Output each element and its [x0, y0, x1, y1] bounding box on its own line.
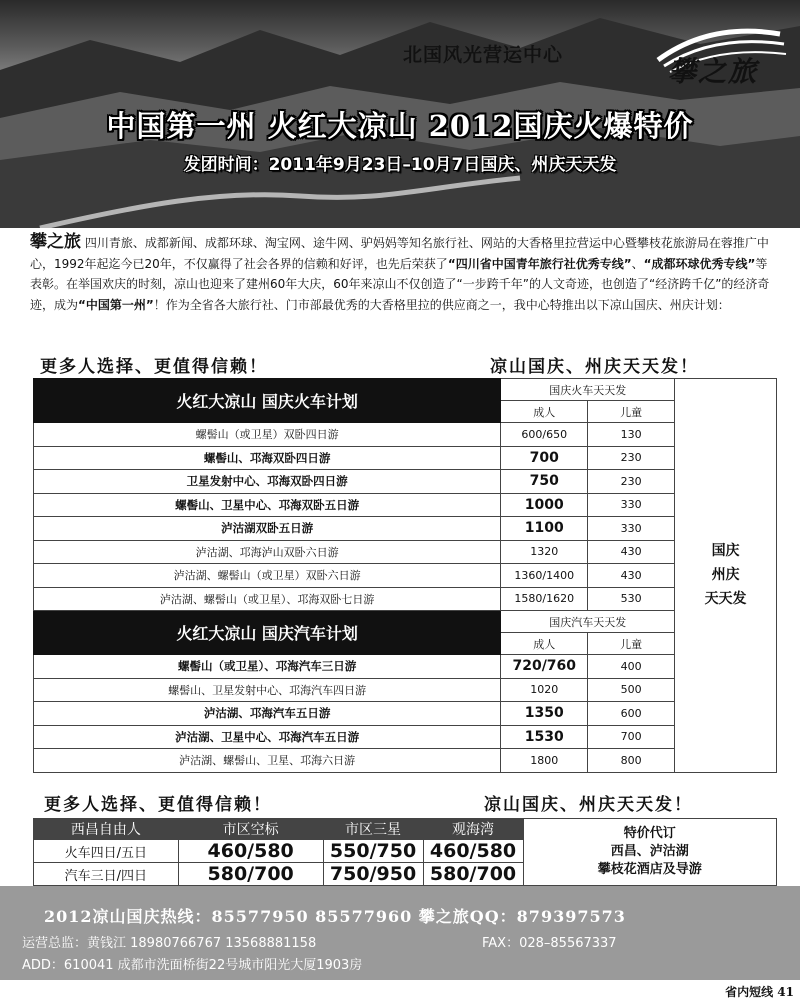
- adult-price: 1360/1400: [501, 564, 588, 588]
- adult-price: 1580/1620: [501, 587, 588, 611]
- slogan-right: 凉山国庆、州庆天天发！: [490, 357, 699, 377]
- adult-price: 1800: [501, 749, 588, 773]
- side-note-line: 国庆: [711, 543, 740, 560]
- booking-note-line: 特价代订: [623, 826, 676, 841]
- intro-highlight: “中国第一州”: [78, 297, 154, 312]
- price-value: 580/700: [178, 863, 323, 886]
- price-header: 观海湾: [423, 819, 523, 840]
- banner: [0, 0, 800, 228]
- departure-dates: 发团时间：2011年9月23日–10月7日国庆、州庆天天发: [183, 155, 617, 175]
- adult-price: 720/760: [501, 655, 588, 679]
- table-row: [34, 725, 777, 749]
- intro-text: 、: [631, 256, 644, 271]
- tour-name: 泸沽湖、卫星中心、邛海汽车五日游: [34, 725, 501, 749]
- train-plan-title-text: 火红大凉山 国庆火车计划: [176, 392, 358, 411]
- headline: 中国第一州 火红大凉山 2012国庆火爆特价: [106, 109, 694, 143]
- price-header: 西昌自由人: [34, 819, 179, 840]
- train-plan-title: [34, 379, 501, 423]
- tour-name: 泸沽湖、邛海汽车五日游: [34, 702, 501, 726]
- hotel-price-table: [33, 818, 777, 886]
- col-child: 儿童: [588, 401, 675, 423]
- table-row: [34, 517, 777, 541]
- table-row: [34, 587, 777, 611]
- table-row: [34, 540, 777, 564]
- table-row: [34, 655, 777, 679]
- child-price: 430: [588, 564, 675, 588]
- bus-plan-title-text: 火红大凉山 国庆汽车计划: [176, 624, 358, 643]
- tour-name: 泸沽湖双卧五日游: [34, 517, 501, 541]
- child-price: 230: [588, 446, 675, 470]
- brand-logo: [640, 20, 790, 90]
- child-price: 330: [588, 493, 675, 517]
- slogan-right-2: 凉山国庆、州庆天天发！: [484, 795, 693, 815]
- child-price: 700: [588, 725, 675, 749]
- tour-name: 泸沽湖、螺髻山、卫星、邛海六日游: [34, 749, 501, 773]
- row-label: 火车四日/五日: [34, 840, 179, 863]
- intro-award-1: “四川省中国青年旅行社优秀专线”: [447, 256, 632, 271]
- side-note-line: 州庆: [711, 567, 740, 584]
- bus-group-header: 国庆汽车天天发: [501, 611, 675, 633]
- price-value: 580/700: [423, 863, 523, 886]
- col-adult: 成人: [501, 633, 588, 655]
- adult-price: 1020: [501, 678, 588, 702]
- intro-text: ！作为全省各大旅行社、门市部最优秀的大香格里拉的供应商之一，我中心特推出以下凉山国庆、州庆计划：: [153, 297, 730, 312]
- table-row: [34, 564, 777, 588]
- child-price: 500: [588, 678, 675, 702]
- fax-number: FAX：028–85567337: [482, 936, 617, 951]
- side-note: [675, 379, 777, 773]
- adult-price: 1350: [501, 702, 588, 726]
- child-price: 530: [588, 587, 675, 611]
- child-price: 130: [588, 423, 675, 447]
- ops-director: 运营总监：黄钱江 18980766767 13568881158: [22, 936, 317, 951]
- table-row: [34, 423, 777, 447]
- slogan-left: 更多人选择、更值得信赖！: [40, 357, 268, 377]
- intro-award-2: “成都环球优秀专线”: [643, 256, 756, 271]
- tour-name: 螺髻山（或卫星）双卧四日游: [34, 423, 501, 447]
- row-label: 汽车三日/四日: [34, 863, 179, 886]
- tour-name: 螺髻山、卫星中心、邛海双卧五日游: [34, 493, 501, 517]
- tour-name: 泸沽湖、螺髻山（或卫星）双卧六日游: [34, 564, 501, 588]
- col-adult: 成人: [501, 401, 588, 423]
- tour-name: 泸沽湖、螺髻山（或卫星）、邛海双卧七日游: [34, 587, 501, 611]
- slogan-left-2: 更多人选择、更值得信赖！: [44, 795, 272, 815]
- booking-note-line: 西昌、泸沽湖: [610, 844, 689, 859]
- contact-footer: [0, 886, 800, 980]
- tour-price-table: [33, 378, 777, 773]
- price-header: 市区空标: [178, 819, 323, 840]
- child-price: 330: [588, 517, 675, 541]
- tour-name: 卫星发射中心、邛海双卧四日游: [34, 470, 501, 494]
- page-marker: 省内短线 41: [725, 985, 794, 999]
- child-price: 430: [588, 540, 675, 564]
- table-row: [34, 678, 777, 702]
- booking-note-line: 攀枝花酒店及导游: [597, 862, 702, 877]
- child-price: 230: [588, 470, 675, 494]
- tour-name: 泸沽湖、邛海泸山双卧六日游: [34, 540, 501, 564]
- intro-text: 四川青旅、成都新闻、成都环球、淘宝网、途牛网、驴妈妈等知名旅行社、网站的大香格里拉营运中心暨攀枝花旅游局在蓉推广中心，1992年起迄今已20年，不仅赢得了社会各界的信赖和好评，也先后荣获了: [30, 236, 769, 271]
- table-row: [34, 446, 777, 470]
- price-value: 750/950: [323, 863, 423, 886]
- adult-price: 600/650: [501, 423, 588, 447]
- intro-paragraph: [30, 232, 775, 315]
- price-header: 市区三星: [323, 819, 423, 840]
- adult-price: 1320: [501, 540, 588, 564]
- adult-price: 1530: [501, 725, 588, 749]
- adult-price: 750: [501, 470, 588, 494]
- bus-plan-title: [34, 611, 501, 655]
- adult-price: 1000: [501, 493, 588, 517]
- child-price: 600: [588, 702, 675, 726]
- side-note-line: 天天发: [704, 591, 747, 608]
- table-row: [34, 493, 777, 517]
- tour-name: 螺髻山、卫星发射中心、邛海汽车四日游: [34, 678, 501, 702]
- table-row: [34, 702, 777, 726]
- tour-name: 螺髻山（或卫星）、邛海汽车三日游: [34, 655, 501, 679]
- intro-text: 等表彰。在举国欢庆的时刻，凉山也迎来了建州60年大庆，60年来凉山不仅创造了“一步跨千年”的人文奇迹，也创造了“经济跨千亿”的经济奇迹，成为: [30, 256, 770, 312]
- hotline: 2012凉山国庆热线：85577950 85577960 攀之旅QQ：879397573: [44, 907, 626, 926]
- tour-name: 螺髻山、邛海双卧四日游: [34, 446, 501, 470]
- price-value: 460/580: [423, 840, 523, 863]
- child-price: 400: [588, 655, 675, 679]
- price-value: 550/750: [323, 840, 423, 863]
- adult-price: 1100: [501, 517, 588, 541]
- table-row: [34, 749, 777, 773]
- train-group-header: 国庆火车天天发: [501, 379, 675, 401]
- center-name: 北国风光营运中心: [403, 44, 564, 66]
- address: ADD：610041 成都市洗面桥街22号城市阳光大厦1903房: [22, 958, 363, 973]
- booking-note: [523, 819, 777, 886]
- logo-text: 攀之旅: [668, 55, 759, 88]
- table-row: [34, 470, 777, 494]
- col-child: 儿童: [588, 633, 675, 655]
- child-price: 800: [588, 749, 675, 773]
- adult-price: 700: [501, 446, 588, 470]
- intro-lead: 攀之旅: [30, 232, 81, 252]
- price-value: 460/580: [178, 840, 323, 863]
